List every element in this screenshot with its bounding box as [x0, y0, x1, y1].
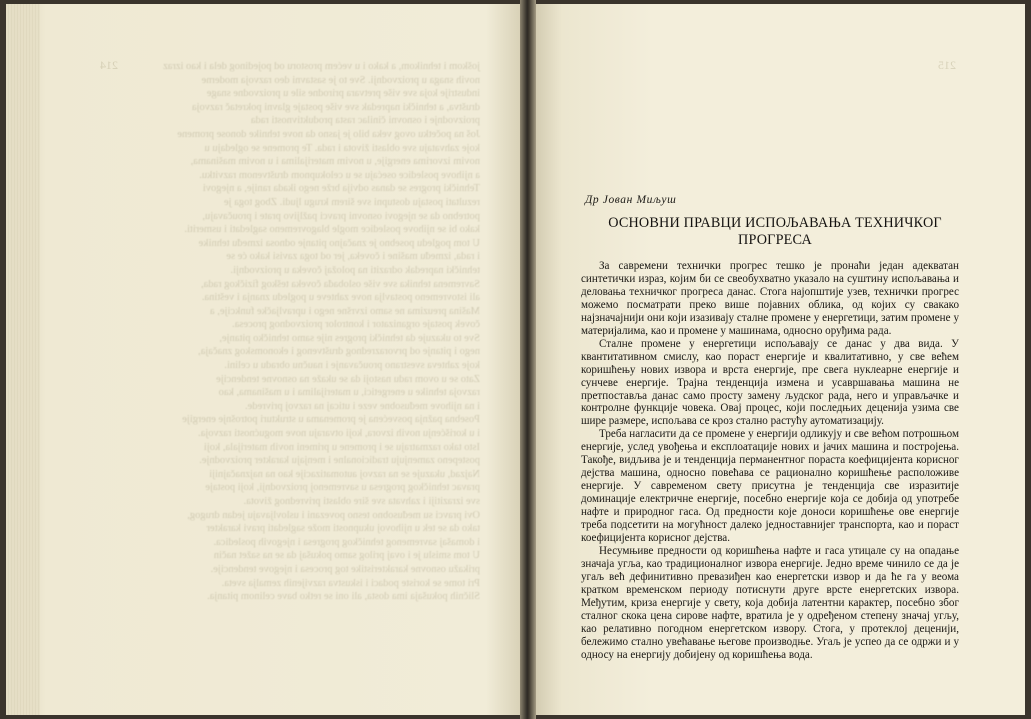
- article-title-line-2: ПРОГРЕСА: [738, 231, 812, 248]
- bleed-through-line: i rada, između mašine i čoveka, jer od toga zavisi kako će se: [226, 251, 480, 263]
- left-page-number: 214: [100, 58, 118, 72]
- bleed-through-line: industrije koja sve više pretvara prirodne sile u proizvodne snage: [206, 88, 480, 100]
- bleed-through-line: Sve to ukazuje da tehnički progres nije samo tehničko pitanje,: [219, 332, 480, 344]
- article-title: [582, 215, 968, 248]
- bleed-through-line: tako da se tek u njihovoj ukupnosti može sagledati pravi karakter: [206, 523, 480, 535]
- bleed-through-line: Posebna pažnja posvećena je promenama u strukturi potrošnje energije: [182, 414, 480, 426]
- paragraph: Треба нагласити да се промене у енергији одликују и све већом потрошњом енергије, услед увођења и експлоатације нових и јачих машина и постројења. Такође, видљива је и тенденција перманентног пораста коефицијента корисног дејства машина, односно повећава се рационално коришћење расположиве енергије. У савременом свету присутна је тенденција све изразитије доминације електричне енергије, посебно енергије која се добија од употребе нафте и природног гаса. Од предности које доноси коришћење ове енергије треба подсетити на могућност далеко једноставнијег транспорта, као и пораст коефицијента корисног дејства.: [581, 428, 959, 545]
- book-gutter: [520, 0, 536, 719]
- bleed-through-line: Tehnički progres se danas odvija brže nego ikada ranije, a njegovi: [202, 183, 480, 195]
- bleed-through-line: Pri tome se koriste podaci i iskustva razvijenih zemalja sveta.: [221, 577, 480, 589]
- bleed-through-line: postepeno zamenjuju tradicionalne i menjaju karakter proizvodnje.: [199, 455, 480, 467]
- bleed-through-line: kako bi se njihove posledice mogle blagovremeno sagledati i usmeriti.: [184, 224, 480, 236]
- bleed-through-line: U tom pogledu posebno je značajno pitanje odnosa između tehnike: [198, 237, 480, 249]
- bleed-through-line: a njihove posledice osećaju se u celokupnom društvenom razvitku.: [199, 169, 480, 181]
- bleed-through-line: koje zahvataju sve oblasti života i rada. Te promene se ogledaju u: [204, 142, 480, 154]
- paragraph: Сталне промене у енергетици испољавају се данас у два вида. У квантитативном смислу, као пораст енергије и квалитативно, у све већем коришћењу нових извора и врста енергије, пре свега нуклеарне енергије и сунчеве енергије. Трајна тенденција измена и усавршавања машина не претпоставља данас само просту замену људског рада, него и управљачке и контролне функције човека. Овај процес, који последњих деценија узима све шире размере, испољава се кроз стално растућу аутоматизацију.: [581, 337, 959, 428]
- bleed-through-line: proizvodnje i osnovni činilac rasta produktivnosti rada: [250, 115, 480, 127]
- bleed-through-line: društva, a tehnički napredak sve više postaje glavni pokretač razvoja: [191, 101, 480, 113]
- bleed-through-line: prikažu osnovne karakteristike tog procesa i njegove tendencije.: [210, 563, 480, 575]
- bleed-through-line: čovek postaje organizator i kontrolor proizvodnog procesa.: [232, 319, 480, 331]
- paragraph: За савремени технички прогрес тешко је пронаћи један адекватан синтетички израз, којим би се свеобухватно указало на суштину испољавања и деловања техничког прогреса данас. Стога најопштије узев, технички прогрес можемо посматрати преко више појавних облика, од којих су свакако најзначајнији они који изазивају сталне промене у енергетици, затим промене у материјалима, као и промене у машинама, односно оруђима рада.: [581, 260, 959, 337]
- paragraph: Несумњиве предности од коришћења нафте и гаса утицале су на опадање значаја угља, као традиционалног извора енергије. Једно време чинило се да је угаљ већ дефинитивно превазиђен као енергетски извор и да ће га у веома кратком временском периоду потиснути друге врсте енергетских извора. Међутим, криза енергије у свету, која добија латентни карактер, посебно због сталног скока цена сирове нафте, вратила је у одређеном степену значај угљу, као релативно погодном енергетском извору. Стога, у протеклој деценији, бележимо стално увећавање његове производње. Угаљ је успео да се одржи и у односу на енергију добијену од коришћења вода.: [581, 544, 959, 661]
- left-page-bleed-through-text: [92, 60, 480, 604]
- bleed-through-line: Još na početku ovog veka bilo je jasno da nove tehnike donose promene: [177, 128, 480, 140]
- bleed-through-line: novim izvorima energije, u novim materijalima i u novim mašinama,: [190, 156, 480, 168]
- bleed-through-line: ali istovremeno postavlja nove zahteve u pogledu znanja i veština.: [201, 292, 480, 304]
- bleed-through-line: Isto tako razmatraju se i promene u primeni novih materijala, koji: [203, 441, 480, 453]
- page-edges: [6, 4, 40, 715]
- article-body: [581, 260, 959, 662]
- bleed-through-line: Sličnih pokušaja ima dosta, ali oni se retko bave celinom pitanja.: [207, 591, 480, 603]
- author-name: Др Јован Миљуш: [585, 194, 677, 206]
- bleed-through-line: tehnički napredak odraziti na položaj čoveka u proizvodnji.: [230, 264, 480, 276]
- bleed-through-line: razvoja tehnike u energetici, u materijalima i u mašinama, kao: [218, 387, 480, 399]
- bleed-through-line: i u korišćenju novih izvora, koji otvaraju nove mogućnosti razvoja.: [198, 428, 480, 440]
- bleed-through-line: i domašaj savremenog tehničkog progresa i njegovih posledica.: [213, 536, 480, 548]
- bleed-through-line: Mašina preuzima ne samo izvršne nego i upravljačke funkcije, a: [210, 305, 480, 317]
- article-title-line-1: ОСНОВНИ ПРАВЦИ ИСПОЉАВАЊА ТЕХНИЧКОГ: [608, 215, 942, 231]
- bleed-through-line: koje zahteva svestrano proučavanje i naučnu obradu u celini.: [224, 360, 480, 372]
- bleed-through-line: nego i pitanje od prvorazrednog društvenog i ekonomskog značaja,: [198, 346, 480, 358]
- bleed-through-line: U tom smislu je i ovaj prilog samo pokušaj da se na sažet način: [213, 550, 480, 562]
- bleed-through-line: novih snaga u proizvodnji. Sve to je sastavni deo razvoja moderne: [201, 74, 480, 86]
- bleed-through-line: joškom i tehnikom, a kako i u većem prostoru od pojedinog dela i kao izraz: [163, 61, 480, 72]
- bleed-through-line: sve izrazitiji i zahvata sve šire oblasti privrednog života.: [243, 496, 480, 507]
- bleed-through-line: rezultati postaju dostupni sve širem krugu ljudi. Zbog toga je: [223, 196, 480, 208]
- bleed-through-line: potrebno da se njegovi osnovni pravci pažljivo prate i proučavaju,: [202, 210, 480, 222]
- bleed-through-line: Ovi pravci su međusobno tesno povezani i uslovljavaju jedan drugog,: [187, 509, 480, 521]
- bleed-through-line: Zato se u ovom radu nastoji da se ukaže na osnovne tendencije: [216, 373, 480, 385]
- bleed-through-line: Savremena tehnika sve više oslobađa čoveka teškog fizičkog rada,: [200, 278, 480, 290]
- right-page-number: 215: [938, 58, 956, 72]
- bleed-through-line: pravac tehničkog progresa u savremenoj proizvodnji, koji postaje: [205, 482, 480, 494]
- bleed-through-line: i na njihove međusobne veze i uticaj na razvoj privrede.: [245, 400, 480, 412]
- bleed-through-line: Najzad, ukazuje se na razvoj automatizacije kao na najznačajniji: [209, 468, 480, 480]
